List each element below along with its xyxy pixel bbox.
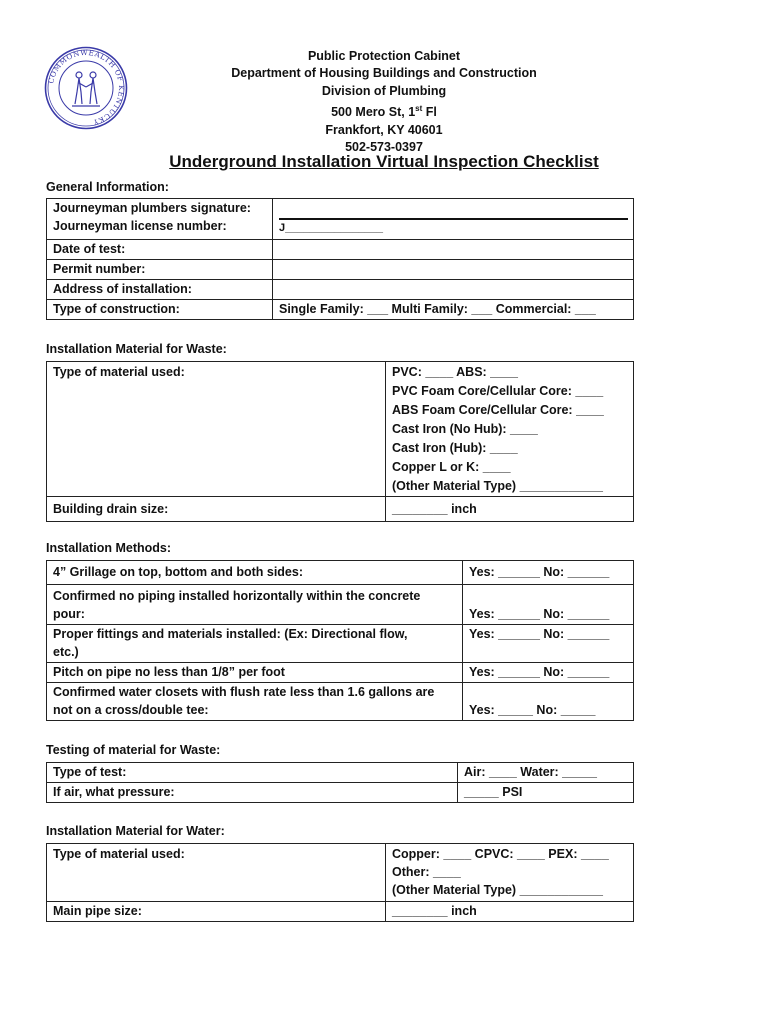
page-title: Underground Installation Virtual Inspection Checklist [169,152,599,171]
signature-label: Journeyman plumbers signature: [53,201,251,215]
seal-text: COMMONWEALTH OF KENTUCKY [46,47,127,128]
license-label: Journeyman license number: [53,219,227,233]
method-answer[interactable]: Yes: _____ No: _____ [463,683,634,721]
test-type-label: Type of test: [47,763,458,783]
method-question: Confirmed no piping installed horizontally within the concrete pour: [47,585,463,625]
test-pressure-field[interactable]: _____ PSI [458,783,634,803]
method-answer[interactable]: Yes: ______ No: ______ [463,561,634,585]
drain-size-field[interactable]: ________ inch [386,497,634,522]
waste-option[interactable]: Cast Iron (No Hub): ____ [392,422,538,436]
waste-option[interactable]: (Other Material Type) ____________ [392,479,603,493]
method-question: Proper fittings and materials installed: (Ex: Directional flow, etc.) [47,625,463,663]
header-city: Frankfort, KY 40601 [325,122,443,137]
signature-license-cell[interactable] [273,199,634,240]
signature-line[interactable] [279,199,628,220]
waste-type-options[interactable] [386,362,634,497]
waste-option[interactable]: Copper L or K: ____ [392,460,511,474]
date-label: Date of test: [47,240,273,260]
waste-material-section-label: Installation Material for Waste: [46,342,227,356]
header-department: Department of Housing Buildings and Construction [231,66,537,81]
header-cabinet: Public Protection Cabinet [307,49,461,63]
waste-option[interactable]: ABS Foam Core/Cellular Core: ____ [392,403,604,417]
permit-field[interactable] [273,260,634,280]
water-option[interactable]: Copper: ____ CPVC: ____ PEX: ____ [392,847,609,861]
permit-label: Permit number: [47,260,273,280]
main-pipe-label: Main pipe size: [47,902,386,922]
water-option[interactable]: Other: ____ [392,865,461,879]
general-info-table [46,198,634,320]
method-answer[interactable]: Yes: ______ No: ______ [463,625,634,663]
testing-section-label: Testing of material for Waste: [46,743,221,757]
test-type-field[interactable]: Air: ____ Water: _____ [458,763,634,783]
date-field[interactable] [273,240,634,260]
method-answer[interactable]: Yes: ______ No: ______ [463,663,634,683]
water-material-table [46,843,634,922]
method-question: 4” Grillage on top, bottom and both sides: [47,561,463,585]
main-pipe-field[interactable]: ________ inch [386,902,634,922]
general-section-label: General Information: [46,180,169,194]
drain-size-label: Building drain size: [47,497,386,522]
waste-option[interactable]: PVC Foam Core/Cellular Core: ____ [392,384,604,398]
waste-option[interactable]: Cast Iron (Hub): ____ [392,441,518,455]
test-pressure-label: If air, what pressure: [47,783,458,803]
method-question: Pitch on pipe no less than 1/8” per foot [47,663,463,683]
agency-header [0,48,768,157]
header-address: 500 Mero St, 1st Fl [331,104,437,120]
method-answer[interactable]: Yes: ______ No: ______ [463,585,634,625]
construction-label: Type of construction: [47,300,273,320]
waste-material-table [46,361,634,522]
water-type-label: Type of material used: [47,844,386,902]
address-field[interactable] [273,280,634,300]
methods-section-label: Installation Methods: [46,541,171,555]
water-type-options[interactable] [386,844,634,902]
waste-option[interactable]: PVC: ____ ABS: ____ [392,365,518,379]
water-material-section-label: Installation Material for Water: [46,824,225,838]
header-phone: 502-573-0397 [345,140,423,155]
waste-type-label: Type of material used: [47,362,386,497]
header-division: Division of Plumbing [321,83,447,98]
methods-table [46,560,634,721]
construction-field[interactable]: Single Family: ___ Multi Family: ___ Commercial: ___ [273,300,634,320]
signature-license-labels [47,199,273,240]
testing-table [46,762,634,803]
address-label: Address of installation: [47,280,273,300]
license-field[interactable]: J________________ [279,222,384,234]
method-question: Confirmed water closets with flush rate less than 1.6 gallons are not on a cross/double tee: [47,683,463,721]
water-option[interactable]: (Other Material Type) ____________ [392,883,603,897]
